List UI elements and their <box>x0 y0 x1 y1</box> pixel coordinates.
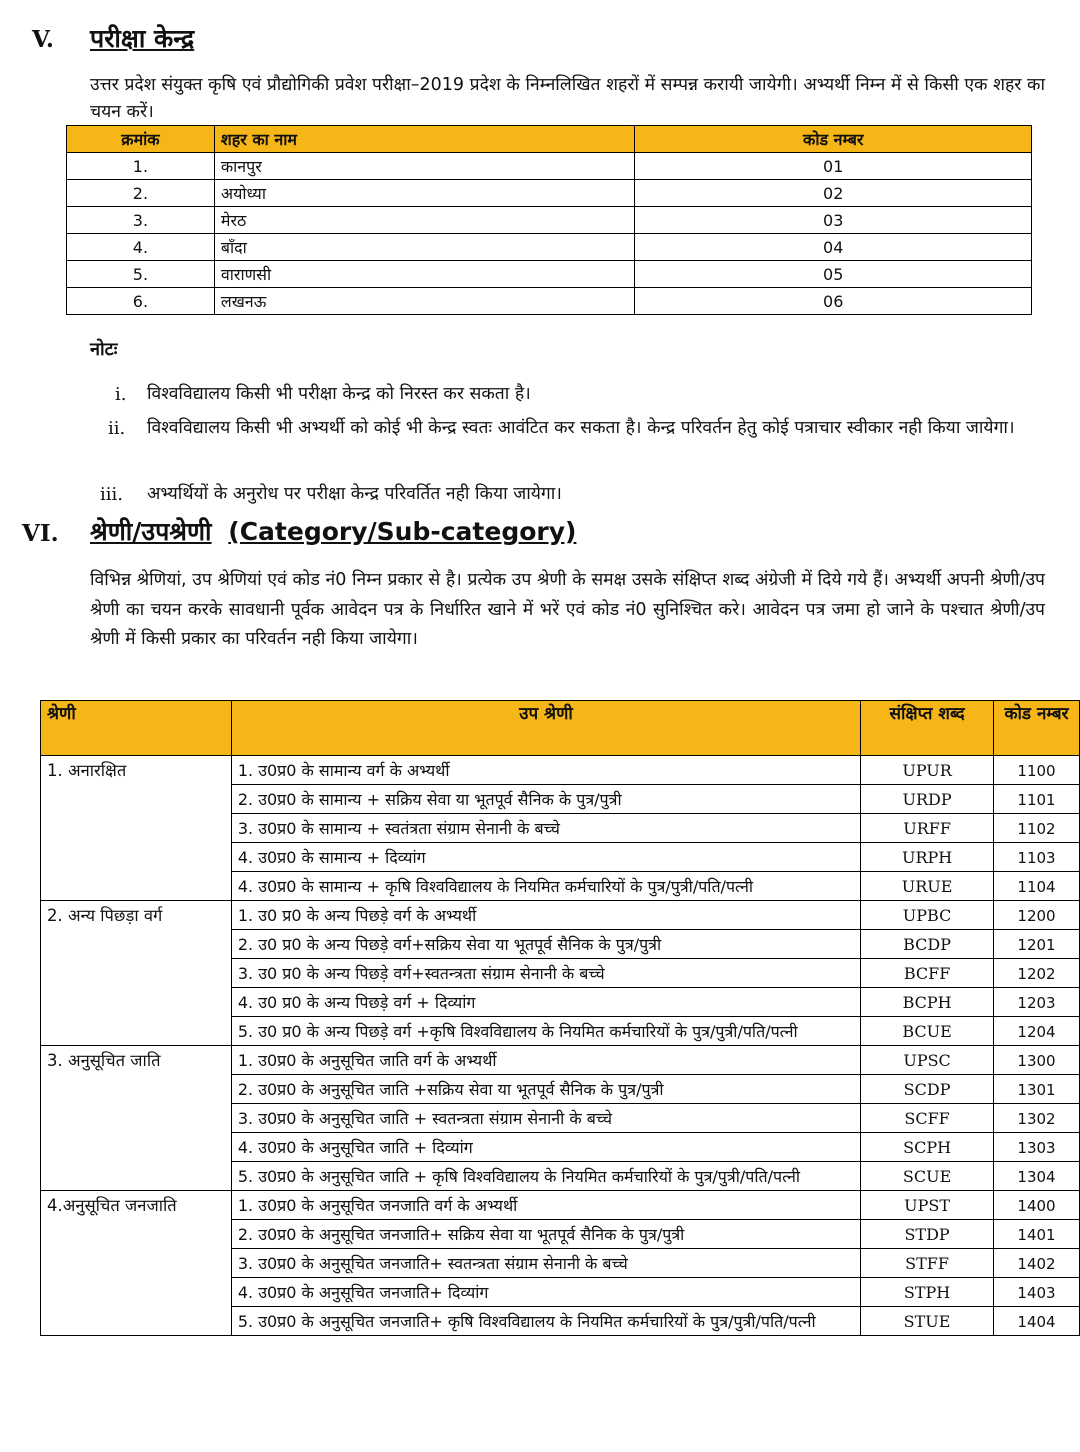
serial-cell: 6. <box>67 288 215 315</box>
code-cell: 06 <box>635 288 1032 315</box>
abbr-cell: URDP <box>861 785 994 814</box>
code-cell: 1404 <box>994 1307 1080 1336</box>
section-6-heading <box>22 517 577 547</box>
subcategory-cell: 3. उ0प्र0 के अनुसूचित जाति + स्वतन्त्रता संग्राम सेनानी के बच्चे <box>231 1104 860 1133</box>
note-number: ii. <box>108 418 126 439</box>
abbr-cell: UPST <box>861 1191 994 1220</box>
abbr-cell: SCPH <box>861 1133 994 1162</box>
col-header-subcategory: उप श्रेणी <box>231 701 860 756</box>
note-text: विश्वविद्यालय किसी भी परीक्षा केन्द्र को निरस्त कर सकता है। <box>147 384 531 404</box>
abbr-cell: URUE <box>861 872 994 901</box>
code-cell: 1301 <box>994 1075 1080 1104</box>
table-row <box>41 1191 1080 1220</box>
table-row <box>67 207 1032 234</box>
section-5-intro: उत्तर प्रदेश संयुक्त कृषि एवं प्रौद्योगिकी प्रवेश परीक्षा–2019 प्रदेश के निम्नलिखित शहरों में सम्पन्न करायी जायेगी। अभ्यर्थी निम्न में से किसी एक शहर का चयन करें। <box>90 75 1045 122</box>
city-cell: बाँदा <box>214 234 635 261</box>
category-cell: 3. अनुसूचित जाति <box>41 1046 232 1191</box>
abbr-cell: STUE <box>861 1307 994 1336</box>
subcategory-cell: 1. उ0 प्र0 के अन्य पिछड़े वर्ग के अभ्यर्थी <box>231 901 860 930</box>
city-cell: लखनऊ <box>214 288 635 315</box>
abbr-cell: BCUE <box>861 1017 994 1046</box>
category-table <box>40 700 1080 1336</box>
col-header-code: कोड नम्बर <box>994 701 1080 756</box>
subcategory-cell: 3. उ0 प्र0 के अन्य पिछड़े वर्ग+स्वतन्त्रता संग्राम सेनानी के बच्चे <box>231 959 860 988</box>
city-cell: अयोध्या <box>214 180 635 207</box>
code-cell: 1202 <box>994 959 1080 988</box>
subcategory-cell: 2. उ0प्र0 के सामान्य + सक्रिय सेवा या भूतपूर्व सैनिक के पुत्र/पुत्री <box>231 785 860 814</box>
category-cell: 1. अनारक्षित <box>41 756 232 901</box>
category-header-row <box>41 701 1080 756</box>
abbr-cell: URFF <box>861 814 994 843</box>
table-row <box>41 1046 1080 1075</box>
code-cell: 1203 <box>994 988 1080 1017</box>
code-cell: 1304 <box>994 1162 1080 1191</box>
city-cell: मेरठ <box>214 207 635 234</box>
code-cell: 1204 <box>994 1017 1080 1046</box>
code-cell: 02 <box>635 180 1032 207</box>
subcategory-cell: 1. उ0प्र0 के अनुसूचित जनजाति वर्ग के अभ्यर्थी <box>231 1191 860 1220</box>
col-header-code: कोड नम्बर <box>635 126 1032 153</box>
code-cell: 01 <box>635 153 1032 180</box>
subcategory-cell: 2. उ0 प्र0 के अन्य पिछड़े वर्ग+सक्रिय सेवा या भूतपूर्व सैनिक के पुत्र/पुत्री <box>231 930 860 959</box>
subcategory-cell: 4. उ0प्र0 के सामान्य + दिव्यांग <box>231 843 860 872</box>
subcategory-cell: 5. उ0 प्र0 के अन्य पिछड़े वर्ग +कृषि विश्वविद्यालय के नियमित कर्मचारियों के पुत्र/पुत्री/पति/पत्नी <box>231 1017 860 1046</box>
abbr-cell: URPH <box>861 843 994 872</box>
code-cell: 1401 <box>994 1220 1080 1249</box>
serial-cell: 1. <box>67 153 215 180</box>
note-number: i. <box>115 384 127 405</box>
category-cell: 4.अनुसूचित जनजाति <box>41 1191 232 1336</box>
city-cell: कानपुर <box>214 153 635 180</box>
code-cell: 1403 <box>994 1278 1080 1307</box>
col-header-category: श्रेणी <box>41 701 232 756</box>
subcategory-cell: 3. उ0प्र0 के अनुसूचित जनजाति+ स्वतन्त्रता संग्राम सेनानी के बच्चे <box>231 1249 860 1278</box>
subcategory-cell: 2. उ0प्र0 के अनुसूचित जाति +सक्रिय सेवा या भूतपूर्व सैनिक के पुत्र/पुत्री <box>231 1075 860 1104</box>
subcategory-cell: 5. उ0प्र0 के अनुसूचित जाति + कृषि विश्वविद्यालय के नियमित कर्मचारियों के पुत्र/पुत्री/पति/पत्नी <box>231 1162 860 1191</box>
exam-centre-header-row <box>67 126 1032 153</box>
section-6-numeral: VI. <box>22 520 59 547</box>
subcategory-cell: 4. उ0 प्र0 के अन्य पिछड़े वर्ग + दिव्यांग <box>231 988 860 1017</box>
table-row <box>67 234 1032 261</box>
serial-cell: 2. <box>67 180 215 207</box>
city-cell: वाराणसी <box>214 261 635 288</box>
note-text: विश्वविद्यालय किसी भी अभ्यर्थी को कोई भी केन्द्र स्वतः आवंटित कर सकता है। केन्द्र परिवर्तन हेतु कोई पत्राचार स्वीकार नही किया जायेगा। <box>147 418 1015 438</box>
code-cell: 1102 <box>994 814 1080 843</box>
col-header-abbr: संक्षिप्त शब्द <box>861 701 994 756</box>
abbr-cell: SCFF <box>861 1104 994 1133</box>
abbr-cell: BCPH <box>861 988 994 1017</box>
table-row <box>41 756 1080 785</box>
code-cell: 1200 <box>994 901 1080 930</box>
subcategory-cell: 4. उ0प्र0 के सामान्य + कृषि विश्वविद्यालय के नियमित कर्मचारियों के पुत्र/पुत्री/पति/पत्नी <box>231 872 860 901</box>
code-cell: 1104 <box>994 872 1080 901</box>
note-title: नोटः <box>90 339 118 360</box>
col-header-serial: क्रमांक <box>67 126 215 153</box>
note-number: iii. <box>100 484 123 505</box>
table-row <box>67 288 1032 315</box>
code-cell: 1101 <box>994 785 1080 814</box>
code-cell: 1100 <box>994 756 1080 785</box>
abbr-cell: BCFF <box>861 959 994 988</box>
col-header-city: शहर का नाम <box>214 126 635 153</box>
code-cell: 1400 <box>994 1191 1080 1220</box>
code-cell: 1103 <box>994 843 1080 872</box>
subcategory-cell: 1. उ0प्र0 के सामान्य वर्ग के अभ्यर्थी <box>231 756 860 785</box>
subcategory-cell: 2. उ0प्र0 के अनुसूचित जनजाति+ सक्रिय सेवा या भूतपूर्व सैनिक के पुत्र/पुत्री <box>231 1220 860 1249</box>
section-5-heading <box>32 24 195 53</box>
abbr-cell: UPUR <box>861 756 994 785</box>
serial-cell: 3. <box>67 207 215 234</box>
code-cell: 03 <box>635 207 1032 234</box>
serial-cell: 4. <box>67 234 215 261</box>
abbr-cell: UPSC <box>861 1046 994 1075</box>
abbr-cell: STDP <box>861 1220 994 1249</box>
abbr-cell: BCDP <box>861 930 994 959</box>
subcategory-cell: 4. उ0प्र0 के अनुसूचित जाति + दिव्यांग <box>231 1133 860 1162</box>
abbr-cell: SCUE <box>861 1162 994 1191</box>
code-cell: 1302 <box>994 1104 1080 1133</box>
section-6-title-en: (Category/Sub-category) <box>228 517 577 546</box>
table-row <box>67 153 1032 180</box>
code-cell: 1402 <box>994 1249 1080 1278</box>
subcategory-cell: 3. उ0प्र0 के सामान्य + स्वतंत्रता संग्राम सेनानी के बच्चे <box>231 814 860 843</box>
serial-cell: 5. <box>67 261 215 288</box>
section-5-numeral: V. <box>32 26 54 53</box>
subcategory-cell: 4. उ0प्र0 के अनुसूचित जनजाति+ दिव्यांग <box>231 1278 860 1307</box>
exam-centre-table <box>66 125 1032 315</box>
subcategory-cell: 5. उ0प्र0 के अनुसूचित जनजाति+ कृषि विश्वविद्यालय के नियमित कर्मचारियों के पुत्र/पुत्री/पति/पत्नी <box>231 1307 860 1336</box>
table-row <box>67 261 1032 288</box>
note-text: अभ्यर्थियों के अनुरोध पर परीक्षा केन्द्र परिवर्तित नही किया जायेगा। <box>147 484 562 504</box>
table-row <box>67 180 1032 207</box>
table-row <box>41 901 1080 930</box>
category-cell: 2. अन्य पिछड़ा वर्ग <box>41 901 232 1046</box>
abbr-cell: UPBC <box>861 901 994 930</box>
abbr-cell: STPH <box>861 1278 994 1307</box>
section-5-title: परीक्षा केन्द्र <box>90 24 195 53</box>
code-cell: 05 <box>635 261 1032 288</box>
code-cell: 1201 <box>994 930 1080 959</box>
abbr-cell: SCDP <box>861 1075 994 1104</box>
code-cell: 1300 <box>994 1046 1080 1075</box>
subcategory-cell: 1. उ0प्र0 के अनुसूचित जाति वर्ग के अभ्यर्थी <box>231 1046 860 1075</box>
section-6-title: श्रेणी/उपश्रेणी <box>90 517 212 546</box>
abbr-cell: STFF <box>861 1249 994 1278</box>
code-cell: 1303 <box>994 1133 1080 1162</box>
code-cell: 04 <box>635 234 1032 261</box>
section-6-intro: विभिन्न श्रेणियां, उप श्रेणियां एवं कोड नं0 निम्न प्रकार से है। प्रत्येक उप श्रेणी के समक्ष उसके संक्षिप्त शब्द अंग्रेजी में दिये गये हैं। अभ्यर्थी अपनी श्रेणी/उप श्रेणी का चयन करके सावधानी पूर्वक आवेदन पत्र के निर्धारित खाने में भरें एवं कोड नं0 सुनिश्चित करे। आवेदन पत्र जमा हो जाने के पश्चात श्रेणी/उप श्रेणी में किसी प्रकार का परिवर्तन नही किया जायेगा। <box>90 570 1045 649</box>
